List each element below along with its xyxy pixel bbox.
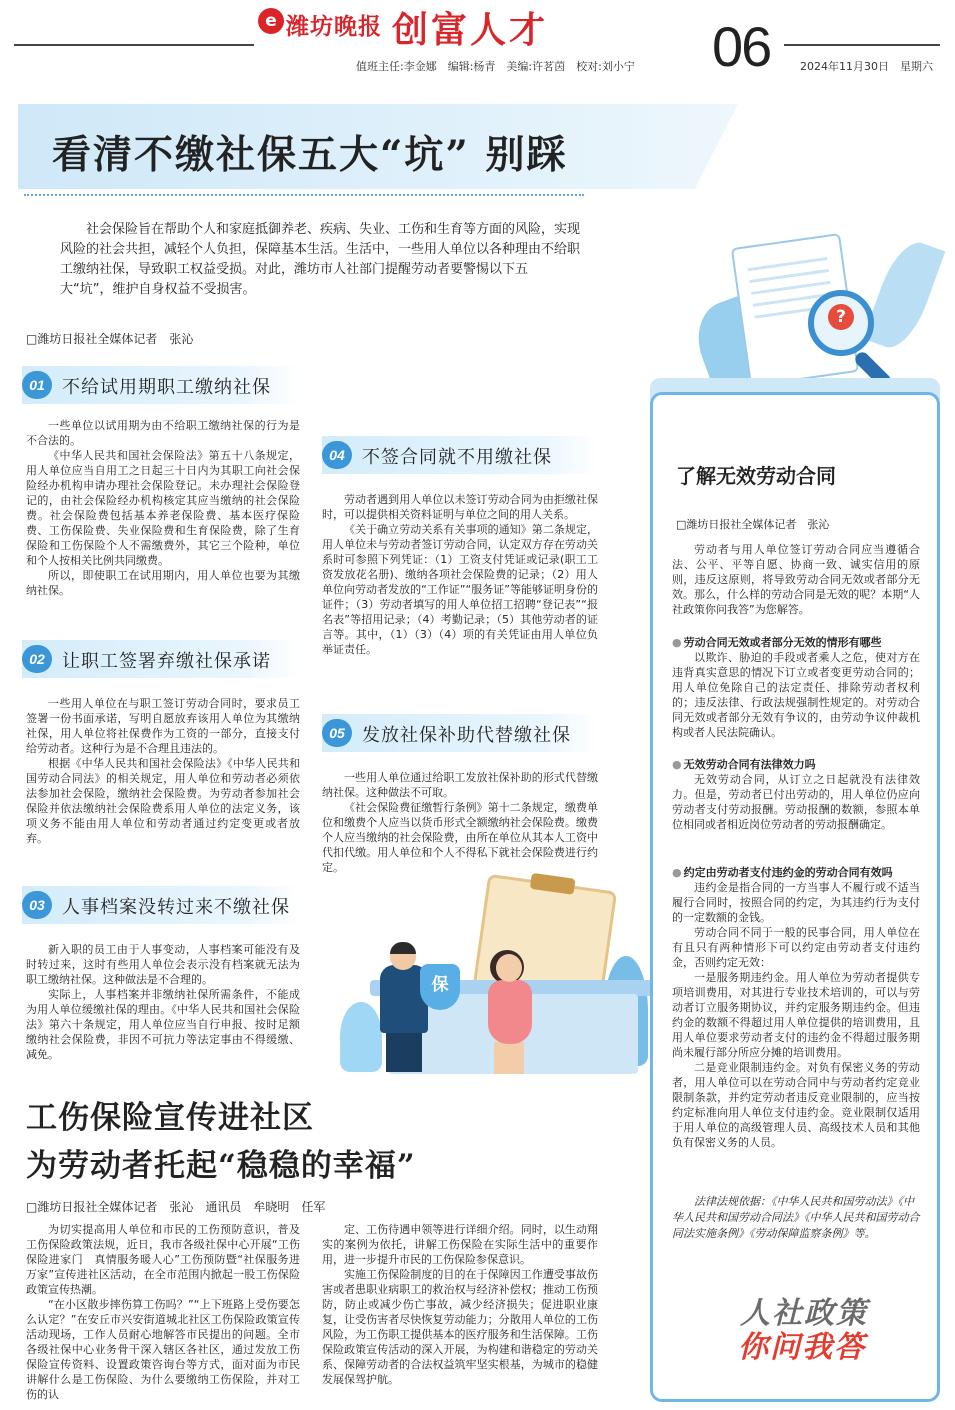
paragraph: 实施工伤保险制度的目的在于保障因工作遭受事故伤害或者患职业病职工的救治权与经济补偿权；推动工伤预防，防止或减少伤亡事故，减少经济损失；促进职业康复，让受伤害者尽快恢复劳动能力；分散用人单位的工伤风险，为工伤职工提供基本的医疗服务和生活保障。工伤保险政策宣传活动的深入开展，为构建和谐稳定的劳动关系、保障劳动者的合法权益筑牢坚实根基，为城市的稳健发展保驾护航。 bbox=[322, 1268, 598, 1386]
paragraph: 劳动者遇到用人单位以未签订劳动合同为由拒缴社保时，可以提供相关资料证明与单位之间的用人关系。 bbox=[322, 493, 598, 521]
woman-figure-legs bbox=[494, 1042, 524, 1074]
law-basis-note: 法律法规依据：《中华人民共和国劳动法》《中华人民共和国劳动合同法》《中华人民共和国劳动合同法实施条例》《劳动保障监察条例》等。 bbox=[672, 1195, 920, 1240]
section-number: 01 bbox=[22, 371, 52, 399]
page-number: 06 bbox=[712, 15, 771, 78]
newspaper-name: 潍坊晚报 bbox=[286, 13, 382, 40]
section-title: 不签合同就不用缴社保 bbox=[362, 447, 552, 468]
sidebar-answer-1 bbox=[672, 650, 920, 740]
section-04-body bbox=[322, 492, 598, 657]
section-number: 04 bbox=[322, 441, 352, 469]
section-04-header bbox=[322, 436, 598, 474]
insurance-shield-icon: 保 bbox=[420, 964, 460, 1010]
sidebar-intro bbox=[672, 542, 920, 617]
section-title: 不给试用期职工缴纳社保 bbox=[62, 377, 271, 398]
newspaper-logo-icon: e bbox=[258, 8, 284, 34]
column-brand-line-2: 你问我答 bbox=[738, 1330, 866, 1365]
intro-paragraph: 社会保险旨在帮助个人和家庭抵御养老、疾病、失业、工伤和生育等方面的风险，实现风险的社会共担，减轻个人负担，保障基本生活。生活中，一些用人单位以各种理由不给职工缴纳社保，导致职工权益受损。对此，潍坊市人社部门提醒劳动者要警惕以下五大“坑”，维护自身权益不受损害。 bbox=[60, 222, 581, 297]
section-number: 03 bbox=[22, 891, 52, 919]
section-number: 05 bbox=[322, 719, 352, 747]
paragraph: 一是服务期违约金。用人单位为劳动者提供专项培训费用，对其进行专业技术培训的，可以与劳动者订立服务期协议，并约定服务期违约金。但违约金的数额不得超过用人单位提供的培训费用，且用人单位要求劳动者支付的违约金不得超过服务期尚未履行部分所应分摊的培训费用。 bbox=[672, 971, 920, 1059]
question-mark-icon: ? bbox=[828, 304, 854, 330]
paragraph: 《关于确立劳动关系有关事项的通知》第二条规定，用人单位未与劳动者签订劳动合同，认定双方存在劳动关系时可参照下列凭证：（1）工资支付凭证或记录(职工工资发放花名册)、缴纳各项社会保险费的记录；（2）用人单位向劳动者发放的“工作证”“服务证”等能够证明身份的证件；（3）劳动者填写的用人单位招工招聘“登记表”“报名表”等招用记录；（4）考勤记录；（5）其他劳动者的证言等。其中，（1）（3）（4）项的有关凭证由用人单位负举证责任。 bbox=[322, 523, 598, 656]
woman-figure-head bbox=[496, 954, 522, 982]
paragraph: 新入职的员工由于人事变动，人事档案可能没有及时转过来，这时有些用人单位会表示没有档案就无法为职工缴纳社保。这种做法是不合理的。 bbox=[26, 943, 300, 986]
paragraph: 劳动者与用人单位签订劳动合同应当遵循合法、公平、平等自愿、协商一致、诚实信用的原则，违反这原则，将导致劳动合同无效或者部分无效。那么，什么样的劳动合同是无效的呢？本期“人社政策你问我答”为您解答。 bbox=[672, 543, 920, 616]
paragraph: 为切实提高用人单位和市民的工伤预防意识，普及工伤保险政策法规，近日，我市各级社保中心开展“工伤保险进家门 真情服务暖人心”工伤预防暨“社保服务进万家”宣传进社区活动，在全市范围内掀起一股工伤保险政策宣传热潮。 bbox=[26, 1223, 300, 1296]
plant-decoration bbox=[340, 1002, 382, 1072]
paragraph: “在小区散步摔伤算工伤吗？”“上下班路上受伤要怎么认定？”在安丘市兴安街道城北社区工伤保险政策宣传活动现场，工作人员耐心地解答市民提出的问题。全市各级社保中心业务骨干深入辖区各社区，通过发放工伤保险宣传资料、设置政策咨询台等方式，面对面为市民讲解什么是工伤保险、为什么要缴纳工伤保险，并对工伤的认 bbox=[26, 1298, 300, 1401]
story2-byline: □潍坊日报社全媒体记者 张沁 通讯员 牟晓明 任军 bbox=[26, 1200, 326, 1214]
section-03-body bbox=[26, 942, 300, 1062]
story2-column-1 bbox=[26, 1222, 300, 1402]
main-headline: 看清不缴社保五大“坑” 别踩 bbox=[52, 132, 568, 178]
paragraph: 所以，即使职工在试用期内，用人单位也要为其缴纳社保。 bbox=[26, 569, 300, 597]
column-brand-line-1: 人社政策 bbox=[740, 1296, 868, 1331]
issue-date: 2024年11月30日 星期六 bbox=[800, 60, 933, 73]
section-title: 人事档案没转过来不缴社保 bbox=[62, 897, 290, 918]
masthead-rule-right bbox=[784, 44, 940, 46]
paragraph: 根据《中华人民共和国社会保险法》《中华人民共和国劳动合同法》的相关规定，用人单位和劳动者必须依法参加社会保险，缴纳社会保险费。为劳动者参加社会保险并依法缴纳社会保险费系用人单位的法定义务，该项义务不能由用人单位和劳动者通过约定变更或者放弃。 bbox=[26, 757, 300, 845]
paragraph: 一些单位以试用期为由不给职工缴纳社保的行为是不合法的。 bbox=[26, 419, 300, 447]
dotted-divider bbox=[24, 194, 584, 196]
paragraph: 实际上，人事档案并非缴纳社保所需条件，不能成为用人单位缓缴社保的理由。《中华人民共和国社会保险法》第六十条规定，用人单位应当自行申报、按时足额缴纳社会保险费，非因不可抗力等法定事由不得缓缴、减免。 bbox=[26, 988, 300, 1061]
paragraph: 无效劳动合同，从订立之日起就没有法律效力。但是，劳动者已付出劳动的，用人单位仍应向劳动者支付劳动报酬。劳动报酬的数额，参照本单位相同或者相近岗位劳动者的劳动报酬确定。 bbox=[672, 773, 920, 831]
main-byline: □潍坊日报社全媒体记者 张沁 bbox=[26, 332, 194, 346]
story2-headline-line-1: 工伤保险宣传进社区 bbox=[26, 1100, 314, 1136]
section-title: 让职工签署弃缴社保承诺 bbox=[62, 651, 271, 672]
man-figure-hair bbox=[390, 942, 416, 954]
section-01-header bbox=[22, 366, 300, 404]
section-05-body bbox=[322, 770, 598, 875]
section-05-header bbox=[322, 714, 598, 752]
paragraph: 定、工伤待遇申领等进行详细介绍。同时，以生动翔实的案例为依托，讲解工伤保险在实际生活中的重要作用，进一步提升市民的工伤保险参保意识。 bbox=[322, 1223, 598, 1266]
sidebar-question-3: ● 约定由劳动者支付违约金的劳动合同有效吗 bbox=[672, 864, 893, 880]
section-02-header bbox=[22, 640, 300, 678]
section-01-body bbox=[26, 418, 300, 598]
sidebar-answer-3 bbox=[672, 880, 920, 1150]
sidebar-answer-2 bbox=[672, 772, 920, 832]
sidebar-title: 了解无效劳动合同 bbox=[676, 464, 836, 488]
story2-column-2 bbox=[322, 1222, 598, 1387]
paragraph: 违约金是指合同的一方当事人不履行或不适当履行合同时，按照合同的约定，为其违约行为支付的一定数额的金钱。 bbox=[672, 881, 920, 924]
paragraph: 一些用人单位通过给职工发放社保补助的形式代替缴纳社保。这种做法不可取。 bbox=[322, 771, 598, 799]
sidebar-question-1: ● 劳动合同无效或者部分无效的情形有哪些 bbox=[672, 634, 882, 650]
section-title: 发放社保补助代替缴社保 bbox=[362, 725, 571, 746]
masthead-rule-left bbox=[14, 44, 254, 46]
sidebar-question-2: ● 无效劳动合同有法律效力吗 bbox=[672, 756, 816, 772]
editor-credits: 值班主任:李金娜 编辑:杨青 美编:许茗茵 校对:刘小宁 bbox=[356, 60, 635, 73]
leaf-decoration bbox=[863, 235, 946, 355]
story2-headline-line-2: 为劳动者托起“稳稳的幸福” bbox=[26, 1148, 416, 1184]
paragraph: 劳动合同不同于一般的民事合同，用人单位在有且只有两种情形下可以约定由劳动者支付违约金，否则约定无效： bbox=[672, 926, 920, 969]
section-number: 02 bbox=[22, 645, 52, 673]
masthead bbox=[0, 0, 955, 80]
paragraph: 《社会保险费征缴暂行条例》第十二条规定，缴费单位和缴费个人应当以货币形式全额缴纳社会保险费。缴费个人应当缴纳的社会保险费，由所在单位从其本人工资中代扣代缴。用人单位和个人不得私下就社会保险费进行约定。 bbox=[322, 801, 598, 874]
sidebar-byline: □潍坊日报社全媒体记者 张沁 bbox=[676, 518, 830, 531]
man-figure-legs bbox=[386, 1030, 422, 1072]
section-02-body bbox=[26, 696, 300, 846]
paragraph: 一些用人单位在与职工签订劳动合同时，要求员工签署一份书面承诺，写明自愿放弃该用人单位为其缴纳社保，用人单位将社保费作为工资的一部分，直接支付给劳动者。这种行为是不合理且违法的。 bbox=[26, 697, 300, 755]
paragraph: 二是竞业限制违约金。对负有保密义务的劳动者，用人单位可以在劳动合同中与劳动者约定竞业限制条款，并约定劳动者违反竞业限制的，应当按约定标准向用人单位支付违约金。竞业限制仅适用于用人单位的高级管理人员、高级技术人员和其他负有保密义务的人员。 bbox=[672, 1061, 920, 1149]
section-name: 创富人才 bbox=[392, 9, 549, 51]
paragraph: 《中华人民共和国社会保险法》第五十八条规定，用人单位应当自用工之日起三十日内为其职工向社会保险经办机构申请办理社会保险登记。未办理社会保险登记的，由社会保险经办机构核定其应当缴纳的社会保险费。社会保险费包括基本养老保险费、基本医疗保险费、工伤保险费、失业保险费和生育保险费，除了生育保险和工伤保险个人不需缴费外，其它三个险种，单位和个人按相关比例共同缴费。 bbox=[26, 449, 300, 567]
woman-figure bbox=[488, 980, 532, 1044]
section-03-header bbox=[22, 886, 300, 924]
paragraph: 以欺诈、胁迫的手段或者乘人之危，使对方在违背真实意思的情况下订立或者变更劳动合同的；用人单位免除自己的法定责任、排除劳动者权利的；违反法律、行政法规强制性规定的。对劳动合同无效或者部分无效有争议的，由劳动争议仲裁机构或者人民法院确认。 bbox=[672, 651, 920, 739]
